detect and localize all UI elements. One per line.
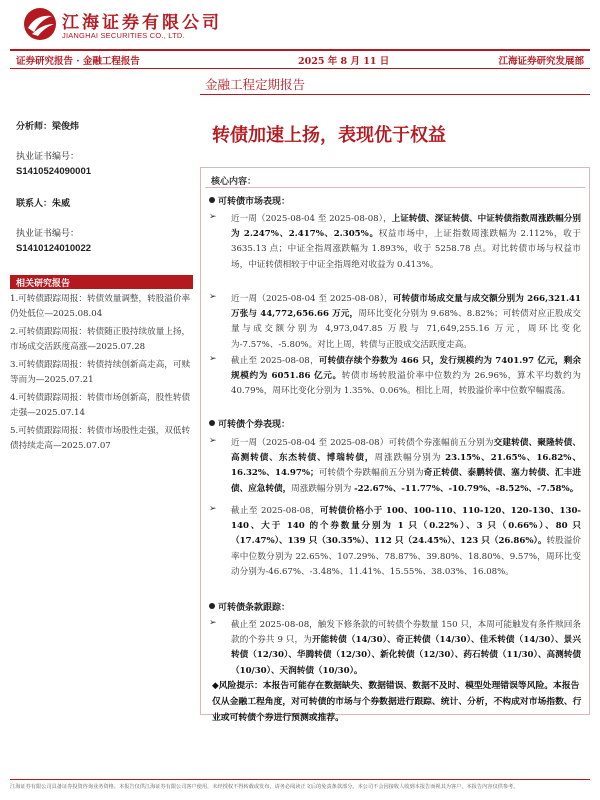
contact-label: 联系人：: [16, 199, 53, 209]
bullet-text: [231, 292, 581, 353]
bullet-text-run: 近一周（2025-08-04 至 2025-08-08），: [231, 294, 393, 304]
bullet-text: [231, 618, 581, 679]
arrow-bullet-icon: ➢: [209, 354, 217, 364]
core-content-label: 核心内容：: [211, 177, 257, 187]
header-divider: [10, 49, 590, 51]
contact-cert-label: 执业证书编号：: [16, 229, 80, 239]
bullet-text-run: 可转债个券跌幅前五分别为: [318, 468, 424, 479]
company-name-cn: 江海证券有限公司: [62, 13, 222, 33]
bullet-text: [231, 212, 581, 273]
related-report-item[interactable]: 1.可转债跟踪周报：转债效量调整，转股溢价率仍处低位—2025.08.04: [10, 294, 191, 319]
analyst-label: 分析师：: [16, 122, 53, 132]
bullet-text-bold: 开能转债（14/30）、奇正转债（14/30）、佳禾转债（14/30）、景兴转债（12/30）、华腾转债（12/30）、新化转债（12/30）、药石转债（11/30）、高测转债（10/30）、天润转债（10/30）。: [231, 635, 581, 676]
bullet-text: [231, 504, 581, 580]
bullet-dot-icon: [209, 197, 215, 203]
bullet-dot-icon: [209, 603, 215, 609]
arrow-bullet-icon: ➢: [209, 436, 217, 446]
arrow-bullet-icon: ➢: [209, 504, 217, 514]
core-content-panel: [200, 167, 590, 715]
bullet-text: [231, 436, 581, 497]
bullet-text-run: 近一周（2025-08-04 至 2025-08-08），: [231, 214, 392, 224]
bullet-item: [209, 292, 585, 352]
related-report-item[interactable]: 2.可转债跟踪周报：转债随正股持续放量上扬，市场成交活跃度高涨—2025.07.28: [10, 327, 191, 352]
bullet-text-run: 周环比变化分别为 9.68%、8.82%；可转债对应正股成交量与成交额分别为 4,973,047.85 万股与 71,649,255.16 万元，周环比变化为-7.57%、-5.80%。对比上周，转债与正股成交活跃度走高。: [231, 309, 581, 350]
related-report-item[interactable]: 4.可转债跟踪周报：转债市场创新高，股性转债走强—2025.07.14: [10, 393, 191, 418]
bullet-text-run: 截止至 2025-08-08，: [231, 356, 319, 366]
arrow-bullet-icon: ➢: [209, 618, 217, 628]
section-heading-text: 可转债市场表现：: [218, 197, 291, 207]
related-reports-header: 相关研究报告: [10, 275, 193, 289]
bullet-text-bold: 可转债市场成交量与成交额分别为 266,321.41 万张与 44,772,656.66 万元，: [231, 294, 581, 320]
risk-warning-text: ◆风险提示：本报告可能存在数据缺失、数据错误、数据不及时、模型处理错误等风险。本报告仅从金融工程角度，对可转债的市场与个券数据进行跟踪、统计、分析，不构成对市场指数、行业或可转债个券进行预测或推荐。: [212, 681, 582, 723]
bullet-text-run: 截止至 2025-08-08，触发下修条款的可转债个券数量 150 只，本周可能触发有条件赎回条款的个券共 9 只，为: [231, 620, 581, 646]
bullet-text-bold: 上证转债、深证转债、中证转债指数周涨跌幅分别为 2.247%、2.417%、2.305%。: [231, 214, 581, 240]
report-date: 2025 年 8 月 11 日: [298, 56, 390, 67]
bullet-text-run: 转股溢价率中位数分别为 22.65%、107.29%、78.87%、39.80%、18.80%、9.57%，周环比变动分别为-46.67%、-3.48%、11.41%、15.55%、38.03%、16.08%。: [231, 536, 581, 577]
bullet-text-bold: -22.67%、-11.77%、-10.79%、-8.52%、-7.58%。: [354, 483, 579, 494]
bullet-text: [231, 354, 581, 400]
section-heading-text: 可转债个券表现：: [218, 420, 291, 430]
bullet-item: [209, 354, 585, 414]
report-type-divider: [200, 94, 590, 95]
contact-block: [16, 196, 192, 209]
core-divider: [205, 187, 585, 188]
section-heading-text: 可转债条款跟踪：: [218, 603, 291, 613]
report-category: 证券研究报告 · 金融工程报告: [16, 56, 140, 67]
header-divider-2: [10, 68, 590, 69]
analyst-cert-label: 执业证书编号：: [16, 152, 80, 162]
bullet-item: [209, 212, 585, 290]
section-heading: [209, 194, 290, 207]
bullet-text-run: 转债市场转股溢价率中位数约为 26.96%，算术平均数约为 40.79%，周环比变化分别为 1.35%、0.06%。相比上周，转股溢价率中位数窄幅震荡。: [231, 371, 581, 397]
footer-disclaimer: 江海证券有限公司具备证券投资咨询业务资格。本报告仅供江海证券有限公司客户使用，未经授权不得转载或发布，请务必阅读正文后的免责条款部分。本公司不会因接收人收到本报告而视其为客户，本报告内容仅供参考。: [10, 779, 590, 791]
section-heading: [209, 600, 290, 613]
bullet-text-run: 截止至 2025-08-08，: [231, 506, 320, 516]
arrow-bullet-icon: ➢: [209, 212, 217, 222]
analyst-cert-no: S1410524090001: [16, 166, 92, 177]
bullet-text-run: 权益市场中，上证指数周涨跌幅为 2.112%，收于 3635.13 点；中证全指周涨跌幅为 1.893%，收于 5258.78 点。对比转债市场与权益市场，中证转债相较于中证全指周绝对收益为 0.413%。: [231, 229, 581, 270]
jianghai-logo-icon: [22, 6, 58, 42]
bullet-text-bold: 奇正转债、泰鹏转债、塞力转债、汇丰进债、应急转债，: [231, 468, 581, 494]
contact-name: 朱威: [52, 199, 71, 209]
bullet-item: [209, 504, 585, 596]
bullet-text-bold: 可转债价格小于 100、100-110、110-120、120-130、130-140、大于 140 的个券数量分别为 1 只（0.22%）、3 只（0.66%）、80 只（17.47%）、139 只（30.35%）、112 只（24.45%）、123 只（26.86%）。: [231, 506, 581, 547]
contact-cert-no: S1410124010022: [16, 243, 92, 254]
report-type: 金融工程定期报告: [205, 77, 306, 92]
company-logo: [22, 6, 222, 46]
analyst-block: [16, 119, 192, 132]
analyst-name: 梁俊炜: [52, 122, 80, 132]
bullet-text-run: 周涨跌幅分别为: [374, 453, 446, 464]
section-heading: [209, 417, 290, 430]
bullet-text-bold: 交建转债、聚隆转债、高测转债、东杰转债、博瑞转债，: [231, 438, 581, 464]
research-dept: 江海证券研究发展部: [498, 56, 584, 67]
bullet-text-run: 近一周（2025-08-04 至 2025-08-08）可转债个券涨幅前五分别为: [231, 438, 494, 448]
bullet-item: [209, 436, 585, 502]
report-title: 转债加速上扬，表现优于权益: [212, 125, 446, 146]
bullet-text-run: 周涨跌幅分别为: [291, 483, 355, 494]
arrow-bullet-icon: ➢: [209, 292, 217, 302]
related-reports-list: [10, 292, 193, 457]
bullet-text-bold: 23.15%、21.65%、16.82%、16.32%、14.97%；: [231, 453, 581, 479]
bullet-dot-icon: [209, 420, 215, 426]
company-name-en: JIANGHAI SECURITIES CO., LTD.: [62, 31, 185, 40]
related-report-item[interactable]: 5.可转债跟踪周报：转债市场股性走强，双低转债持续走高—2025.07.07: [10, 426, 191, 451]
related-report-item[interactable]: 3.可转债跟踪周报：转债持续创新高走高，可赎等而为—2025.07.21: [10, 360, 191, 385]
bullet-text-bold: 可转债存续个券数为 466 只，发行规模约为 7401.97 亿元，剩余规模约为 6051.86 亿元。: [231, 356, 582, 382]
